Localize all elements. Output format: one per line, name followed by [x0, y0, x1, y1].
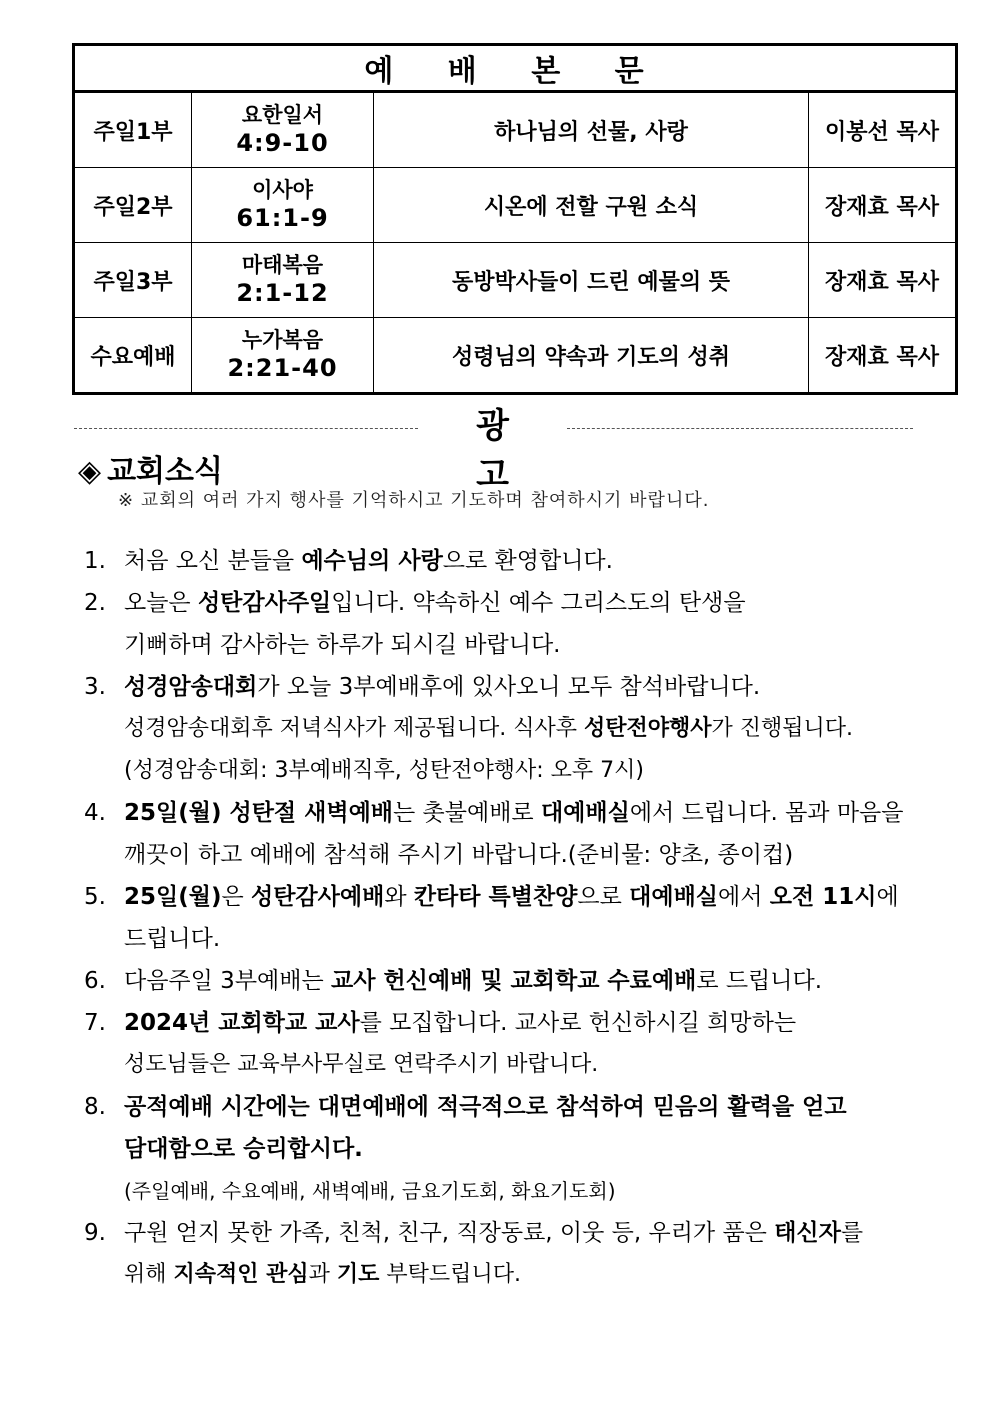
item-text: 기뻐하며 감사하는 하루가 되시길 바랍니다. [124, 632, 561, 658]
item-emphasis: 기도 [336, 1262, 380, 1287]
item-text [84, 708, 944, 750]
scripture-ref [192, 92, 374, 168]
scripture-book: 이사야 [252, 178, 313, 202]
item-number: 4. [84, 800, 106, 826]
church-news-note: ※ 교회의 여러 가지 행사를 기억하시고 기도하며 참여하시기 바랍니다. [118, 490, 710, 511]
item-number: 3. [84, 674, 106, 700]
news-list [84, 540, 944, 1296]
church-news-heading [78, 446, 223, 490]
list-item [84, 540, 944, 582]
worship-title: 예 배 본 문 [74, 45, 957, 92]
item-text: 오늘은 [124, 590, 198, 616]
item-emphasis: 성탄전야행사 [584, 716, 712, 741]
item-text: 으로 [577, 884, 630, 910]
list-item [84, 792, 944, 876]
item-text: 부탁드립니다. [379, 1262, 521, 1287]
preacher: 장재효 목사 [809, 168, 957, 243]
item-emphasis: 대예배실 [540, 800, 630, 826]
item-text: 가 오늘 3부예배후에 있사오니 모두 참석바랍니다. [257, 674, 761, 700]
item-emphasis: 오전 11시 [769, 884, 877, 910]
scripture-ref [192, 168, 374, 243]
item-emphasis: 지속적인 관심 [173, 1262, 309, 1287]
worship-row [74, 92, 957, 168]
item-text: (성경암송대회: 3부예배직후, 성탄전야행사: 오후 7시) [124, 758, 644, 783]
list-item [84, 960, 944, 1002]
item-text: 는 촛불예배로 [393, 800, 541, 826]
scripture-book: 요한일서 [241, 103, 324, 127]
item-text: 깨끗이 하고 예배에 참석해 주시기 바랍니다.(준비물: 양초, 종이컵) [124, 842, 794, 868]
scripture-verse: 4:9-10 [236, 129, 329, 157]
announcement-title: 광 고 [476, 406, 533, 495]
item-text: 처음 오신 분들을 [124, 548, 302, 574]
worship-table [72, 43, 958, 395]
item-text: 가 진행됩니다. [711, 716, 854, 741]
list-item [84, 582, 944, 666]
item-text: 위해 [124, 1262, 174, 1287]
list-item [84, 876, 944, 960]
item-number: 8. [84, 1094, 106, 1120]
item-number: 9. [84, 1220, 106, 1246]
preacher: 장재효 목사 [809, 318, 957, 394]
item-text: 다음주일 3부예배는 [124, 968, 331, 994]
list-item [84, 1212, 944, 1296]
item-emphasis: 칸타타 특별찬양 [413, 884, 578, 910]
item-text: 로 드립니다. [696, 968, 823, 994]
service-name: 수요예배 [74, 318, 192, 394]
scripture-verse: 2:21-40 [227, 354, 338, 382]
worship-row [74, 168, 957, 243]
item-emphasis: 공적예배 시간에는 대면예배에 적극적으로 참석하여 믿음의 활력을 얻고 [124, 1094, 847, 1120]
item-text: 구원 얻지 못한 가족, 친척, 친구, 직장동료, 이웃 등, 우리가 품은 [124, 1220, 775, 1246]
item-emphasis: 예수님의 사랑 [301, 548, 443, 574]
service-name: 주일3부 [74, 243, 192, 318]
item-text: 입니다. 약속하신 예수 그리스도의 탄생을 [331, 590, 746, 616]
item-emphasis: 성경암송대회 [124, 674, 258, 700]
list-item [84, 666, 944, 792]
item-number: 6. [84, 968, 106, 994]
item-text: 에서 드립니다. 몸과 마음을 [629, 800, 904, 826]
item-emphasis: 25일(월) 성탄절 새벽예배 [124, 800, 394, 826]
scripture-ref [192, 318, 374, 394]
item-text: 성경암송대회후 저녁식사가 제공됩니다. 식사후 [124, 716, 585, 741]
item-text: 과 [308, 1262, 337, 1287]
diamond-icon: ◈ [78, 454, 102, 489]
sermon-title: 시온에 전할 구원 소식 [374, 168, 809, 243]
item-text: 드립니다. [124, 926, 221, 952]
item-text: 성도님들은 교육부사무실로 연락주시기 바랍니다. [124, 1052, 599, 1077]
worship-row [74, 243, 957, 318]
preacher: 이봉선 목사 [809, 92, 957, 168]
item-emphasis: 대예배실 [629, 884, 719, 910]
item-number: 2. [84, 590, 106, 616]
item-text: 은 [221, 884, 251, 910]
divider-right [567, 428, 913, 429]
item-emphasis: 2024년 교회학교 교사 [124, 1010, 360, 1036]
scripture-book: 누가복음 [241, 328, 324, 352]
item-text: 를 [840, 1220, 864, 1246]
item-number: 1. [84, 548, 106, 574]
item-text: 으로 환영합니다. [442, 548, 613, 574]
service-name: 주일2부 [74, 168, 192, 243]
item-number: 5. [84, 884, 106, 910]
item-text [84, 1254, 944, 1296]
sermon-title: 동방박사들이 드린 예물의 뜻 [374, 243, 809, 318]
item-emphasis: 성탄감사예배 [251, 884, 385, 910]
item-number: 7. [84, 1010, 106, 1036]
item-text: 와 [384, 884, 414, 910]
worship-row [74, 318, 957, 394]
sermon-title: 하나님의 선물, 사랑 [374, 92, 809, 168]
divider-left [74, 428, 418, 429]
scripture-verse: 61:1-9 [236, 204, 329, 232]
church-news-title: 교회소식 [107, 454, 223, 489]
item-emphasis: 성탄감사주일 [197, 590, 332, 616]
list-item [84, 1086, 944, 1212]
item-emphasis: 담대함으로 승리합시다. [124, 1136, 363, 1162]
item-text: 를 모집합니다. 교사로 헌신하시길 희망하는 [359, 1010, 797, 1036]
preacher: 장재효 목사 [809, 243, 957, 318]
list-item [84, 1002, 944, 1086]
service-name: 주일1부 [74, 92, 192, 168]
item-emphasis: 교사 헌신예배 및 교회학교 수료예배 [331, 968, 697, 994]
scripture-book: 마태복음 [241, 253, 324, 277]
scripture-verse: 2:1-12 [236, 279, 329, 307]
item-text: 에 [876, 884, 899, 910]
item-emphasis: 25일(월) [124, 884, 222, 910]
sermon-title: 성령님의 약속과 기도의 성취 [374, 318, 809, 394]
item-emphasis: 태신자 [774, 1220, 841, 1246]
item-text: (주일예배, 수요예배, 새벽예배, 금요기도회, 화요기도회) [124, 1179, 616, 1203]
scripture-ref [192, 243, 374, 318]
item-text: 에서 [718, 884, 770, 910]
